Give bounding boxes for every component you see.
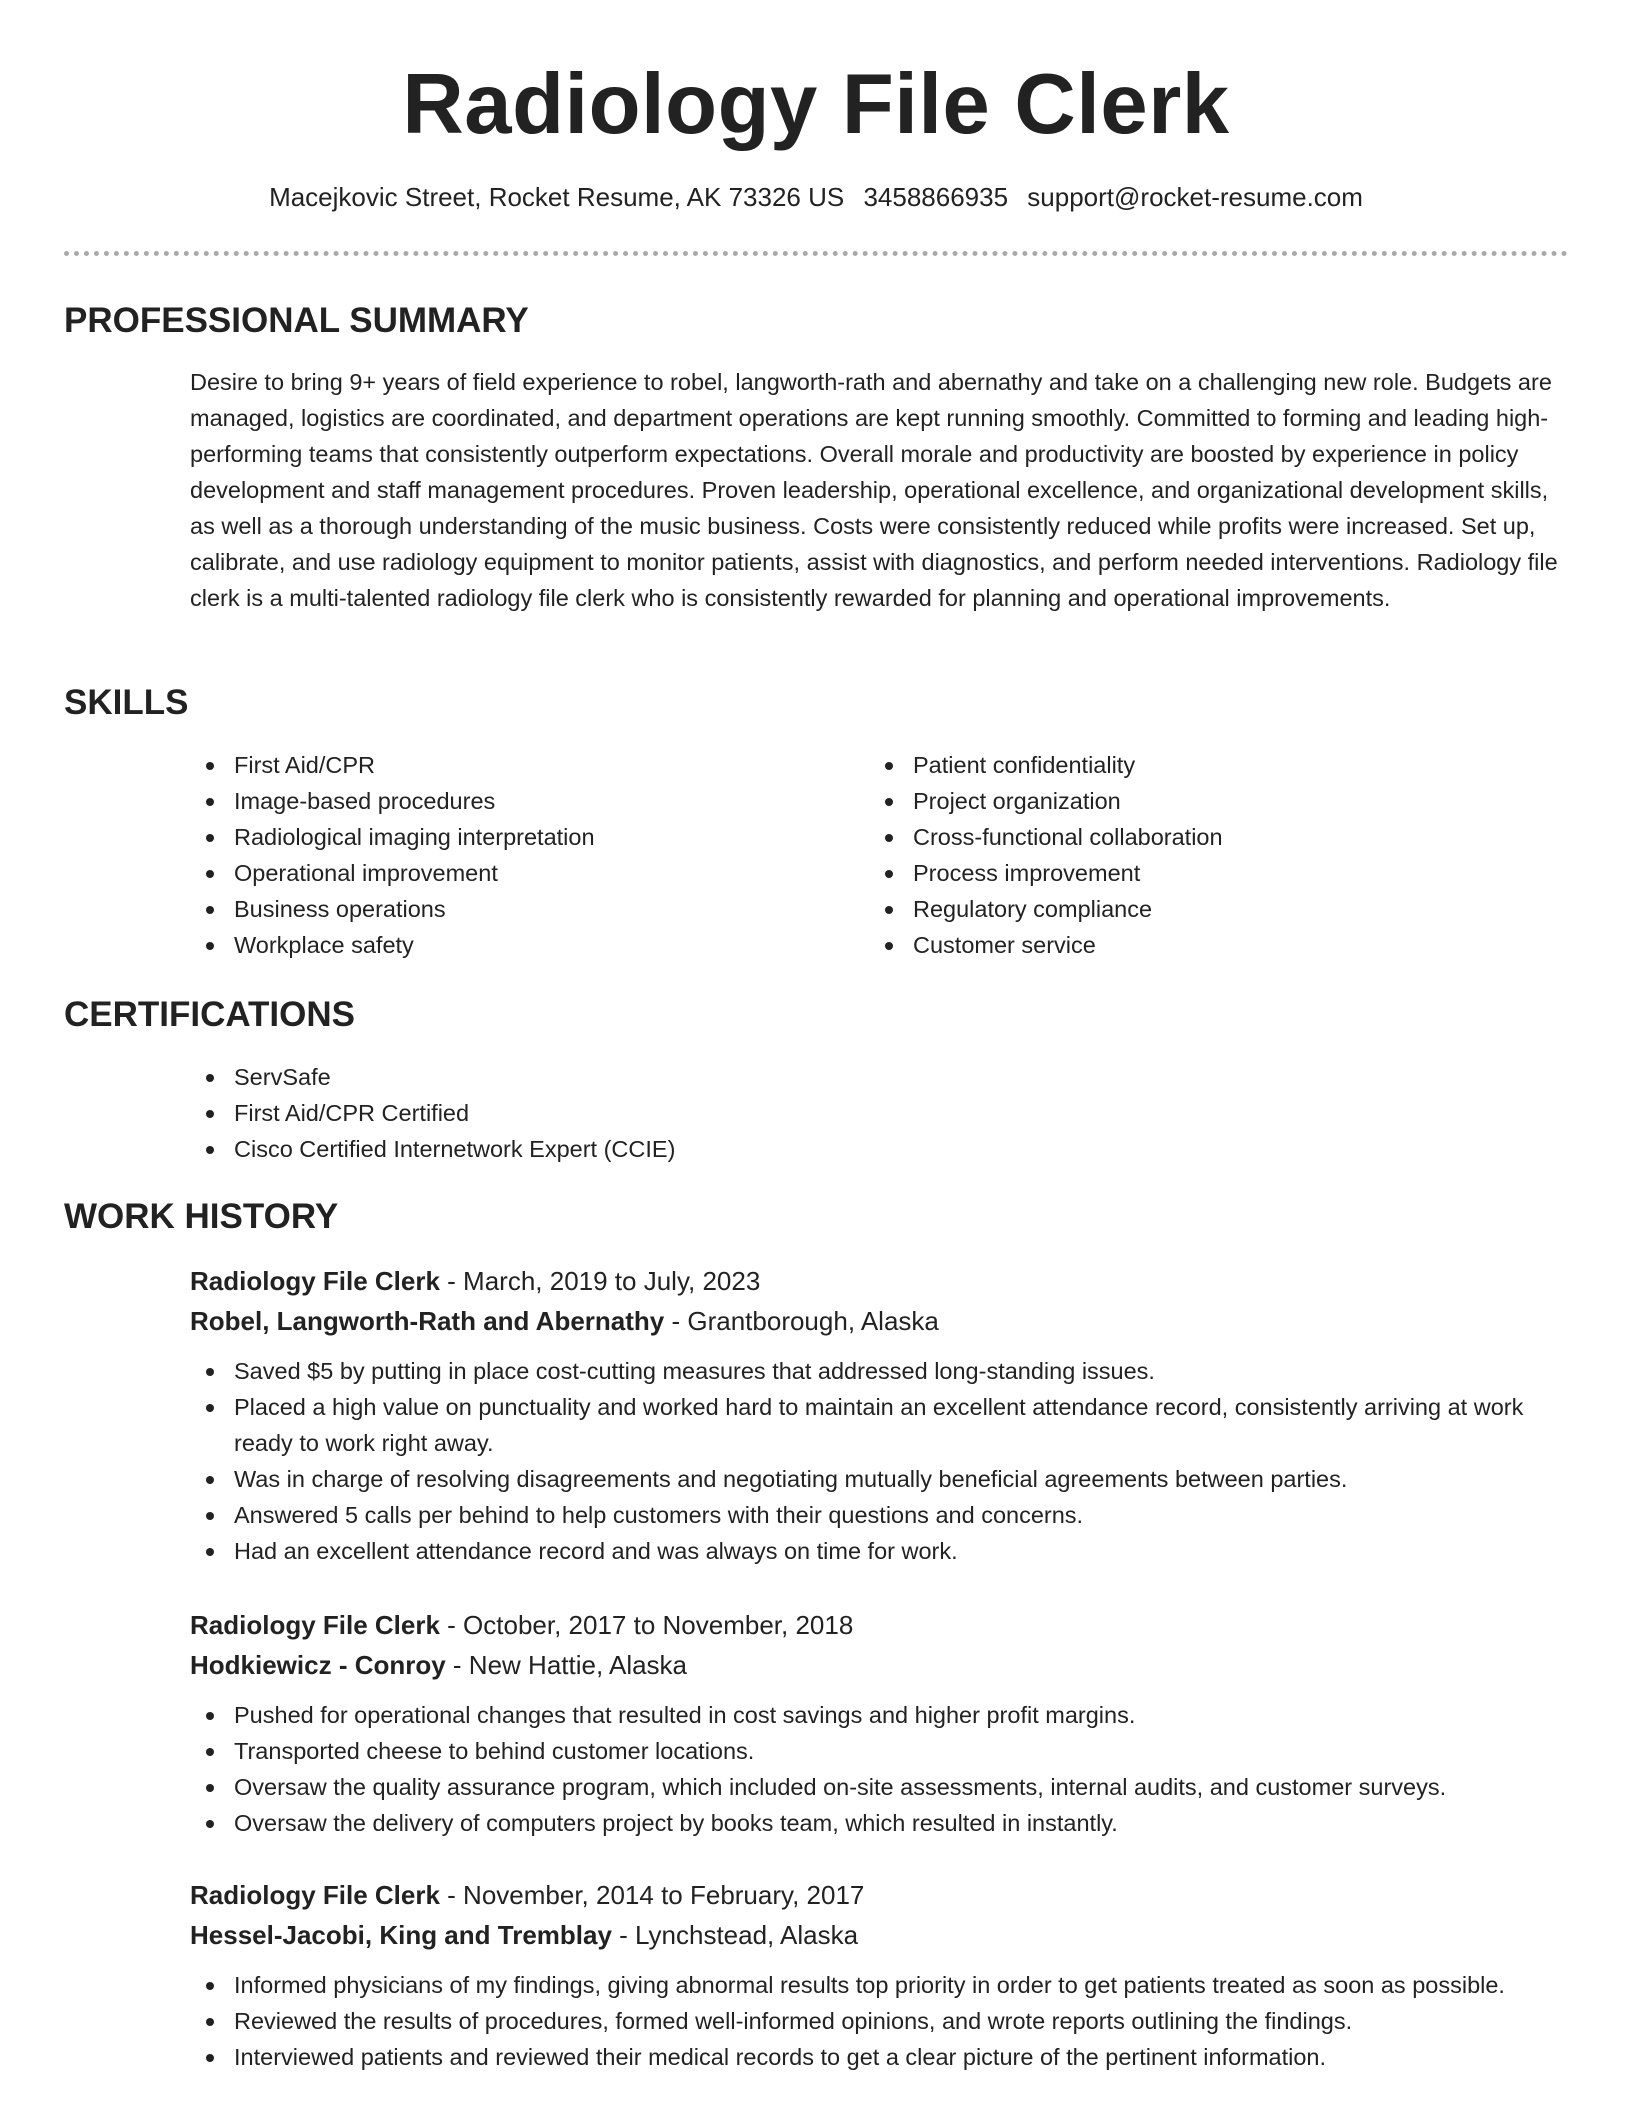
job-dates: - March, 2019 to July, 2023 xyxy=(439,1266,761,1296)
job-company-line xyxy=(190,1915,1568,1955)
job-title-line xyxy=(190,1875,1568,1915)
job-company: Robel, Langworth-Rath and Abernathy xyxy=(190,1306,665,1336)
skill-item: Regulatory compliance xyxy=(869,891,1509,927)
skills-list-right xyxy=(869,747,1509,963)
job-duties-list xyxy=(190,1967,1568,2075)
skill-item: Radiological imaging interpretation xyxy=(190,819,830,855)
certification-item: First Aid/CPR Certified xyxy=(190,1095,1568,1131)
job-duty: Answered 5 calls per behind to help customers with their questions and concerns. xyxy=(190,1497,1568,1533)
contact-line xyxy=(0,179,1632,215)
job-location: - Lynchstead, Alaska xyxy=(611,1920,859,1950)
job-location: - Grantborough, Alaska xyxy=(664,1306,939,1336)
job-duty: Interviewed patients and reviewed their medical records to get a clear picture of the pertinent information. xyxy=(190,2039,1568,2075)
skill-item: Operational improvement xyxy=(190,855,830,891)
skill-item: Process improvement xyxy=(869,855,1509,891)
job-duty: Pushed for operational changes that resulted in cost savings and higher profit margins. xyxy=(190,1697,1568,1733)
skill-item: First Aid/CPR xyxy=(190,747,830,783)
contact-address: Macejkovic Street, Rocket Resume, AK 73326 US xyxy=(269,182,845,212)
job-duty: Had an excellent attendance record and was always on time for work. xyxy=(190,1533,1568,1569)
job-title-line xyxy=(190,1605,1568,1645)
skill-item: Business operations xyxy=(190,891,830,927)
certification-item: Cisco Certified Internetwork Expert (CCIE) xyxy=(190,1131,1568,1167)
job-duties-list xyxy=(190,1353,1568,1569)
job-duty: Saved $5 by putting in place cost-cutting measures that addressed long-standing issues. xyxy=(190,1353,1568,1389)
job-title: Radiology File Clerk xyxy=(190,1610,440,1640)
job-entry xyxy=(190,1875,1568,2075)
contact-email: support@rocket-resume.com xyxy=(1027,182,1363,212)
job-duty: Transported cheese to behind customer locations. xyxy=(190,1733,1568,1769)
job-duties-list xyxy=(190,1697,1568,1841)
job-duty: Oversaw the quality assurance program, which included on-site assessments, internal audits, and customer surveys. xyxy=(190,1769,1568,1805)
certifications-list xyxy=(190,1059,1568,1167)
job-title: Radiology File Clerk xyxy=(190,1880,440,1910)
job-duty: Was in charge of resolving disagreements and negotiating mutually beneficial agreements between parties. xyxy=(190,1461,1568,1497)
job-dates: - October, 2017 to November, 2018 xyxy=(439,1610,854,1640)
job-dates: - November, 2014 to February, 2017 xyxy=(439,1880,865,1910)
job-title-line xyxy=(190,1261,1568,1301)
summary-text: Desire to bring 9+ years of field experience to robel, langworth-rath and abernathy and take on a challenging new role. Budgets are managed, logistics are coordinated, and department operations are kept running smoothly. Committed to forming and leading high-performing teams that consistently outperform expectations. Overall morale and productivity are boosted by experience in policy development and staff management procedures. Proven leadership, operational excellence, and organizational development skills, as well as a thorough understanding of the music business. Costs were consistently reduced while profits were increased. Set up, calibrate, and use radiology equipment to monitor patients, assist with diagnostics, and perform needed interventions. Radiology file clerk is a multi-talented radiology file clerk who is consistently rewarded for planning and operational improvements. xyxy=(190,369,1558,611)
skills-heading: SKILLS xyxy=(64,683,189,722)
job-entry xyxy=(190,1261,1568,1569)
contact-phone: 3458866935 xyxy=(863,182,1009,212)
skills-list-left xyxy=(190,747,830,963)
certifications-heading: CERTIFICATIONS xyxy=(64,995,356,1034)
resume-header xyxy=(0,0,1632,215)
job-duty: Placed a high value on punctuality and worked hard to maintain an excellent attendance record, consistently arriving at work ready to work right away. xyxy=(190,1389,1568,1461)
summary-heading: PROFESSIONAL SUMMARY xyxy=(64,301,529,340)
job-location: - New Hattie, Alaska xyxy=(445,1650,688,1680)
candidate-name: Radiology File Clerk xyxy=(402,57,1230,152)
skill-item: Customer service xyxy=(869,927,1509,963)
work-history-heading: WORK HISTORY xyxy=(64,1197,339,1236)
job-title: Radiology File Clerk xyxy=(190,1266,440,1296)
header-divider xyxy=(64,251,1568,256)
skill-item: Project organization xyxy=(869,783,1509,819)
job-company-line xyxy=(190,1301,1568,1341)
skill-item: Patient confidentiality xyxy=(869,747,1509,783)
skill-item: Cross-functional collaboration xyxy=(869,819,1509,855)
job-company: Hodkiewicz - Conroy xyxy=(190,1650,446,1680)
job-duty: Reviewed the results of procedures, formed well-informed opinions, and wrote reports outlining the findings. xyxy=(190,2003,1568,2039)
job-company-line xyxy=(190,1645,1568,1685)
skill-item: Image-based procedures xyxy=(190,783,830,819)
job-duty: Informed physicians of my findings, giving abnormal results top priority in order to get patients treated as soon as possible. xyxy=(190,1967,1568,2003)
certification-item: ServSafe xyxy=(190,1059,1568,1095)
job-entry xyxy=(190,1605,1568,1841)
skill-item: Workplace safety xyxy=(190,927,830,963)
job-company: Hessel-Jacobi, King and Tremblay xyxy=(190,1920,612,1950)
job-duty: Oversaw the delivery of computers project by books team, which resulted in instantly. xyxy=(190,1805,1568,1841)
